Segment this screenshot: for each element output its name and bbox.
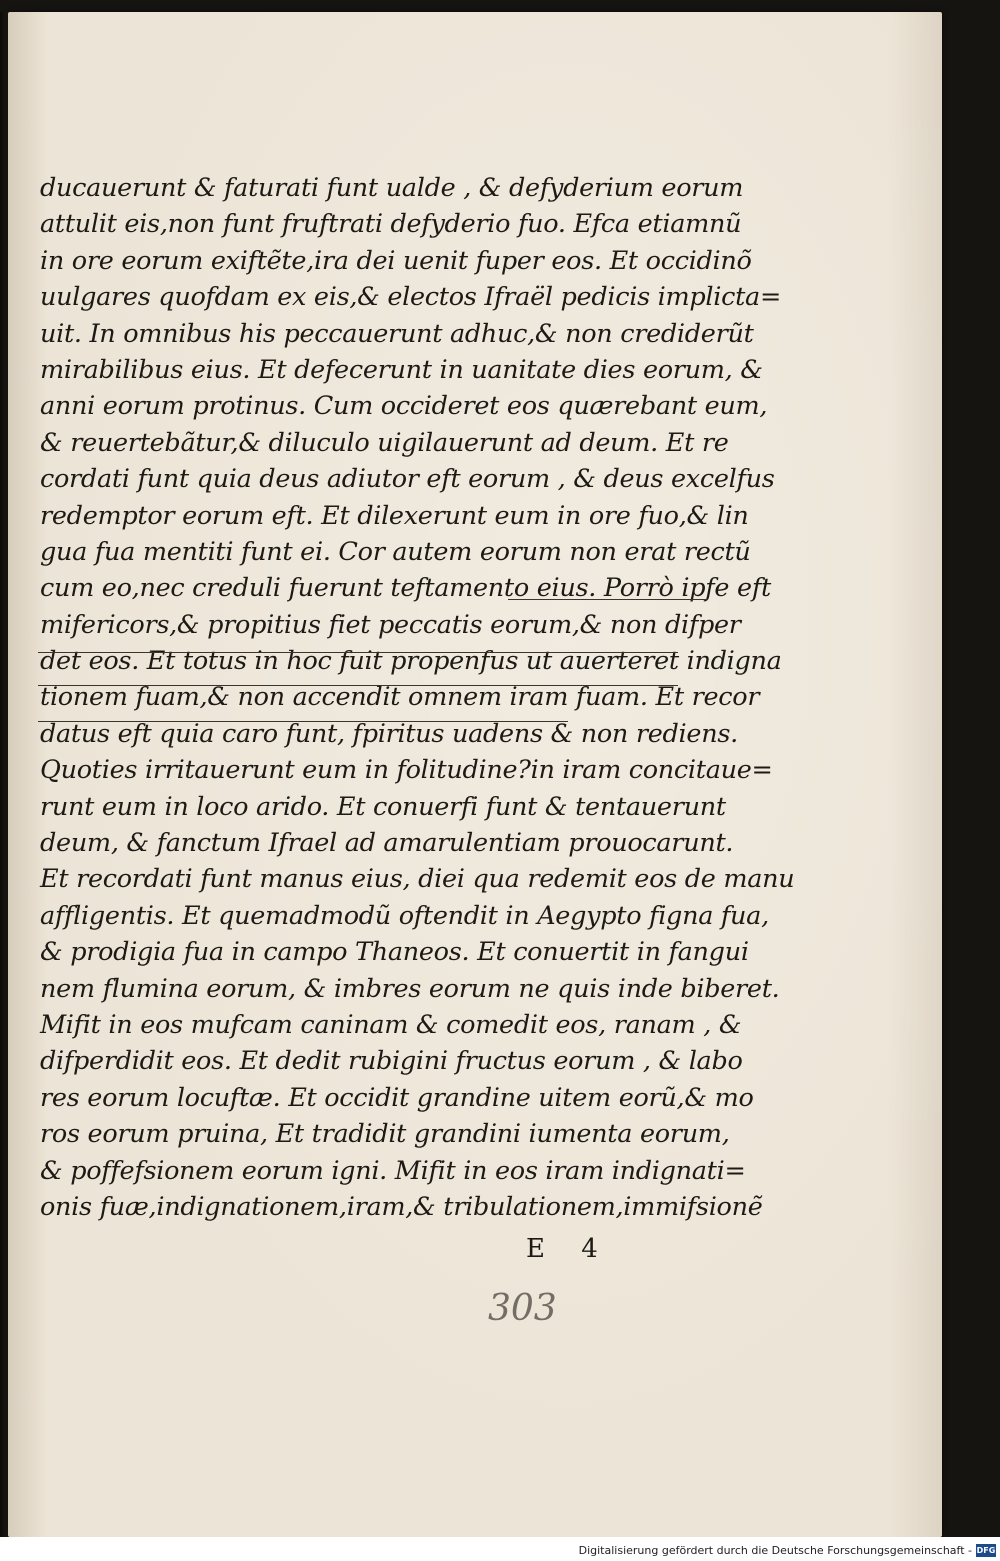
text-line: runt eum in loco arido. Et conuerfi funt & tentauerunt xyxy=(40,791,726,822)
text-line: tionem fuam,& non accendit omnem iram fuam. Et recor xyxy=(40,682,760,713)
text-line: & prodigia fua in campo Thaneos. Et conuertit in fangui xyxy=(40,937,749,968)
text-line: Mifit in eos mufcam caninam & comedit eos, ranam , & xyxy=(40,1009,742,1040)
text-line: cum eo,nec creduli fuerunt teftamento eius. Porrò ipfe eft xyxy=(40,573,771,604)
text-line: ros eorum pruina, Et tradidit grandini iumenta eorum, xyxy=(40,1119,730,1150)
text-line: mifericors,& propitius fiet peccatis eorum,& non difper xyxy=(40,609,741,640)
text-line: datus eft quia caro funt, fpiritus uadens & non rediens. xyxy=(40,718,738,749)
underline-mark xyxy=(38,652,678,653)
signature-mark: E 4 xyxy=(526,1234,612,1264)
text-line: anni eorum protinus. Cum occideret eos quærebant eum, xyxy=(40,391,768,422)
funding-credit: Digitalisierung gefördert durch die Deutsche Forschungsgemeinschaft - xyxy=(578,1544,972,1557)
text-line: attulit eis,non funt fruftrati defyderio fuo. Efca etiamnũ xyxy=(40,209,742,240)
text-line: uit. In omnibus his peccauerunt adhuc,& non crediderũt xyxy=(40,318,754,349)
text-line: affligentis. Et quemadmodũ oftendit in Aegypto figna fua, xyxy=(40,900,769,931)
text-line: det eos. Et totus in hoc fuit propenfus ut auerteret indigna xyxy=(40,646,782,677)
text-line: gua fua mentiti funt ei. Cor autem eorum non erat rectũ xyxy=(40,536,751,567)
pencil-page-number: 303 xyxy=(488,1288,557,1329)
text-line: cordati funt quia deus adiutor eft eorum , & deus excelfus xyxy=(40,464,775,495)
underline-mark xyxy=(508,599,708,600)
text-line: Et recordati funt manus eius, diei qua redemit eos de manu xyxy=(40,864,795,895)
text-line: Quoties irritauerunt eum in folitudine?in iram concitaue= xyxy=(40,755,773,786)
text-line: uulgares quofdam ex eis,& electos Ifraël pedicis implicta= xyxy=(40,282,782,313)
underline-mark xyxy=(38,721,568,722)
text-line: ducauerunt & faturati funt ualde , & defyderium eorum xyxy=(40,173,744,203)
dfg-logo-icon: DFG xyxy=(976,1546,996,1555)
text-line: deum, & fanctum Ifrael ad amarulentiam prouocarunt. xyxy=(40,828,734,859)
text-line: nem flumina eorum, & imbres eorum ne quis inde biberet. xyxy=(40,973,780,1004)
footer-bar xyxy=(0,1537,1000,1561)
text-line: redemptor eorum eft. Et dilexerunt eum in ore fuo,& lin xyxy=(40,500,749,531)
text-line: difperdidit eos. Et dedit rubigini fructus eorum , & labo xyxy=(40,1046,743,1077)
page-text xyxy=(40,170,795,1225)
text-line: in ore eorum exiftẽte,ira dei uenit fuper eos. Et occidinõ xyxy=(40,245,752,276)
text-line: res eorum locuftæ. Et occidit grandine uitem eorũ,& mo xyxy=(40,1082,754,1113)
text-line: & reuertebãtur,& diluculo uigilauerunt ad deum. Et re xyxy=(40,427,729,458)
book-page xyxy=(8,12,942,1537)
text-line: mirabilibus eius. Et defecerunt in uanitate dies eorum, & xyxy=(40,354,763,385)
underline-mark xyxy=(38,685,678,686)
text-line: & poffefsionem eorum igni. Mifit in eos iram indignati= xyxy=(40,1155,746,1186)
text-line: onis fuæ,indignationem,iram,& tribulationem,immifsionẽ xyxy=(40,1191,763,1222)
